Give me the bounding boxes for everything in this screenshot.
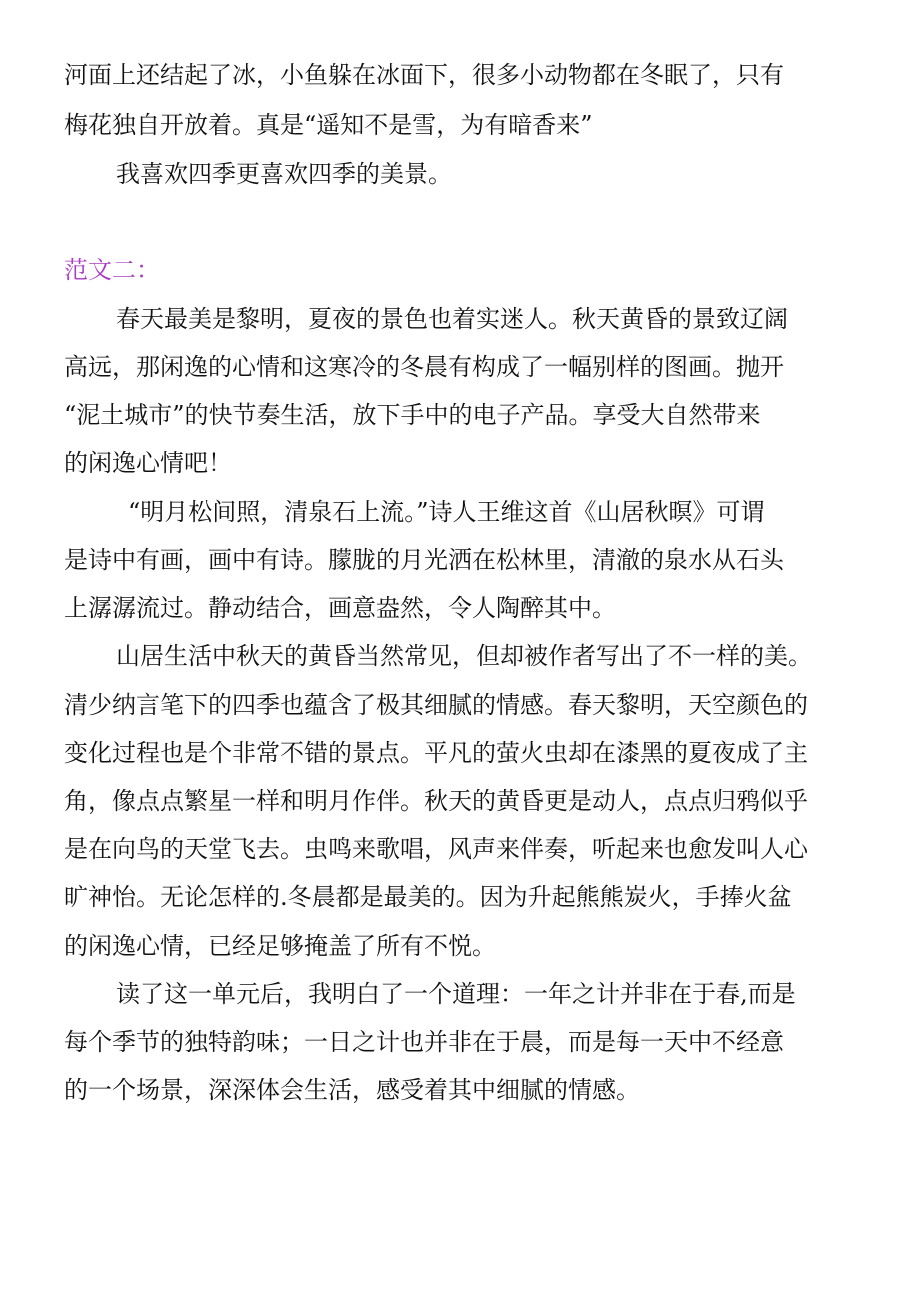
- paragraph-1-line-2: 高远，那闲逸的心情和这寒冷的冬晨有构成了一幅别样的图画。抛开: [64, 353, 784, 381]
- paragraph-4-line-3: 的一个场景，深深体会生活，感受着其中细腻的情感。: [64, 1076, 640, 1104]
- paragraph-2-line-2: 是诗中有画，画中有诗。朦胧的月光洒在松林里，清澈的泉水从石头: [64, 546, 784, 574]
- paragraph-3-line-6: 旷神怡。无论怎样的.冬晨都是最美的。因为升起熊熊炭火，手捧火盆: [64, 883, 792, 911]
- paragraph-1-line-1: 春天最美是黎明，夏夜的景色也着实迷人。秋天黄昏的景致辽阔: [116, 305, 788, 333]
- intro-line-1: 河面上还结起了冰，小鱼躲在冰面下，很多小动物都在冬眠了，只有: [64, 61, 784, 89]
- paragraph-3-line-5: 是在向鸟的天堂飞去。虫鸣来歌唱，风声来伴奏，听起来也愈发叫人心: [64, 835, 808, 863]
- paragraph-2-line-1: “明月松间照，清泉石上流。”诗人王维这首《山居秋暝》可谓: [128, 498, 765, 526]
- paragraph-4-line-2: 每个季节的独特韵味；一日之计也并非在于晨，而是每一天中不经意: [64, 1028, 784, 1056]
- paragraph-4-line-1: 读了这一单元后，我明白了一个道理：一年之计并非在于春,而是: [116, 980, 796, 1008]
- paragraph-3-line-7: 的闲逸心情，已经足够掩盖了所有不悦。: [64, 932, 496, 960]
- paragraph-3-line-4: 角，像点点繁星一样和明月作伴。秋天的黄昏更是动人，点点归鸦似乎: [64, 787, 808, 815]
- paragraph-3-line-3: 变化过程也是个非常不错的景点。平凡的萤火虫却在漆黑的夏夜成了主: [64, 739, 808, 767]
- paragraph-2-line-3: 上潺潺流过。静动结合，画意盎然，令人陶醉其中。: [64, 594, 616, 622]
- intro-line-2: 梅花独自开放着。真是“遥知不是雪，为有暗香来”: [64, 111, 593, 139]
- paragraph-1-line-4: 的闲逸心情吧！: [64, 449, 232, 477]
- paragraph-3-line-1: 山居生活中秋天的黄昏当然常见，但却被作者写出了不一样的美。: [116, 642, 812, 670]
- section-heading: 范文二：: [64, 256, 160, 284]
- paragraph-3-line-2: 清少纳言笔下的四季也蕴含了极其细腻的情感。春天黎明，天空颜色的: [64, 691, 808, 719]
- closing-sentence: 我喜欢四季更喜欢四季的美景。: [116, 160, 452, 188]
- paragraph-1-line-3: “泥土城市”的快节奏生活，放下手中的电子产品。享受大自然带来: [64, 401, 761, 429]
